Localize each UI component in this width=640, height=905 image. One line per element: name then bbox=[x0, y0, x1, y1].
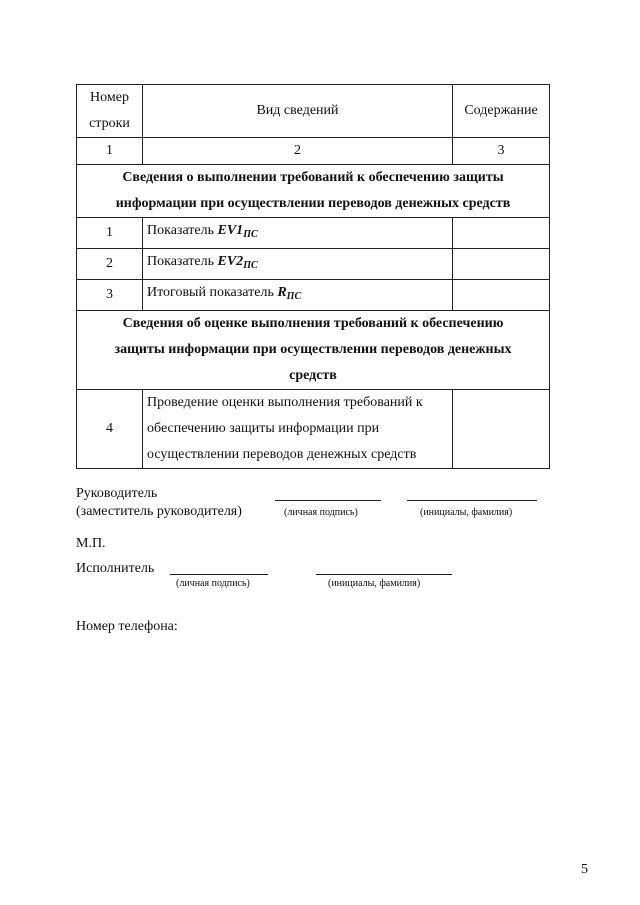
row-content-cell bbox=[453, 249, 550, 280]
table-row bbox=[77, 280, 550, 311]
section-row-2 bbox=[77, 311, 550, 390]
report-table bbox=[76, 84, 550, 469]
head-title: Руководитель bbox=[76, 486, 158, 501]
head-name-caption: (инициалы, фамилия) bbox=[420, 507, 513, 518]
section2-line2: защиты информации при осуществлении переводов денежных bbox=[114, 342, 512, 357]
table-header-row bbox=[77, 85, 550, 138]
indicator-subscript: ПС bbox=[243, 260, 258, 271]
row-label bbox=[143, 218, 453, 249]
phone-label: Номер телефона: bbox=[76, 619, 178, 634]
indicator-name: EV1 bbox=[217, 223, 244, 238]
col-number-3: 3 bbox=[453, 138, 550, 165]
executor-name-line bbox=[316, 574, 452, 575]
row-number: 4 bbox=[77, 390, 143, 469]
head-name-line bbox=[407, 500, 537, 501]
column-number-row bbox=[77, 138, 550, 165]
executor-title: Исполнитель bbox=[76, 561, 155, 576]
row-label-text: Показатель bbox=[147, 254, 218, 269]
head-subtitle: (заместитель руководителя) bbox=[76, 504, 242, 519]
row-label bbox=[143, 280, 453, 311]
row-content-cell bbox=[453, 390, 550, 469]
row-content-cell bbox=[453, 218, 550, 249]
executor-signature-line bbox=[170, 574, 268, 575]
page-number: 5 bbox=[581, 862, 588, 877]
section-row-1 bbox=[77, 165, 550, 218]
header-content: Содержание bbox=[453, 85, 550, 138]
stamp-place: М.П. bbox=[76, 536, 106, 551]
table-row bbox=[77, 390, 550, 469]
indicator-name: R bbox=[277, 285, 287, 300]
row-number: 3 bbox=[77, 280, 143, 311]
row4-line3: осуществлении переводов денежных средств bbox=[147, 447, 417, 462]
executor-signature-caption: (личная подпись) bbox=[176, 578, 250, 589]
section-heading-2 bbox=[77, 311, 550, 390]
section1-line1: Сведения о выполнении требований к обеспечению защиты bbox=[122, 170, 504, 185]
indicator-subscript: ПС bbox=[286, 291, 302, 302]
row4-line2: обеспечению защиты информации при bbox=[147, 421, 380, 436]
indicator-code bbox=[218, 254, 258, 269]
row-content-cell bbox=[453, 280, 550, 311]
head-signature-line bbox=[275, 500, 381, 501]
row-number: 1 bbox=[77, 218, 143, 249]
executor-name-caption: (инициалы, фамилия) bbox=[328, 578, 421, 589]
col-number-1: 1 bbox=[77, 138, 143, 165]
table-row bbox=[77, 218, 550, 249]
header-kind: Вид сведений bbox=[143, 85, 453, 138]
row-label-text: Показатель bbox=[147, 223, 218, 238]
row-label bbox=[143, 249, 453, 280]
header-num-line1: Номер bbox=[90, 90, 129, 105]
section2-line3: средств bbox=[289, 368, 337, 383]
indicator-code bbox=[277, 285, 301, 300]
indicator-subscript: ПС bbox=[243, 229, 258, 240]
header-num-line2: строки bbox=[89, 116, 130, 131]
indicator-name: EV2 bbox=[217, 254, 244, 269]
table-row bbox=[77, 249, 550, 280]
section2-line1: Сведения об оценке выполнения требований к обеспечению bbox=[122, 316, 504, 331]
row4-line1: Проведение оценки выполнения требований к bbox=[147, 395, 423, 410]
header-row-number bbox=[77, 85, 143, 138]
section-heading-1 bbox=[77, 165, 550, 218]
row-number: 2 bbox=[77, 249, 143, 280]
col-number-2: 2 bbox=[143, 138, 453, 165]
row-label bbox=[143, 390, 453, 469]
head-signature-caption: (личная подпись) bbox=[284, 507, 358, 518]
row-label-text: Итоговый показатель bbox=[147, 285, 278, 300]
section1-line2: информации при осуществлении переводов денежных средств bbox=[115, 196, 511, 211]
indicator-code bbox=[218, 223, 258, 238]
